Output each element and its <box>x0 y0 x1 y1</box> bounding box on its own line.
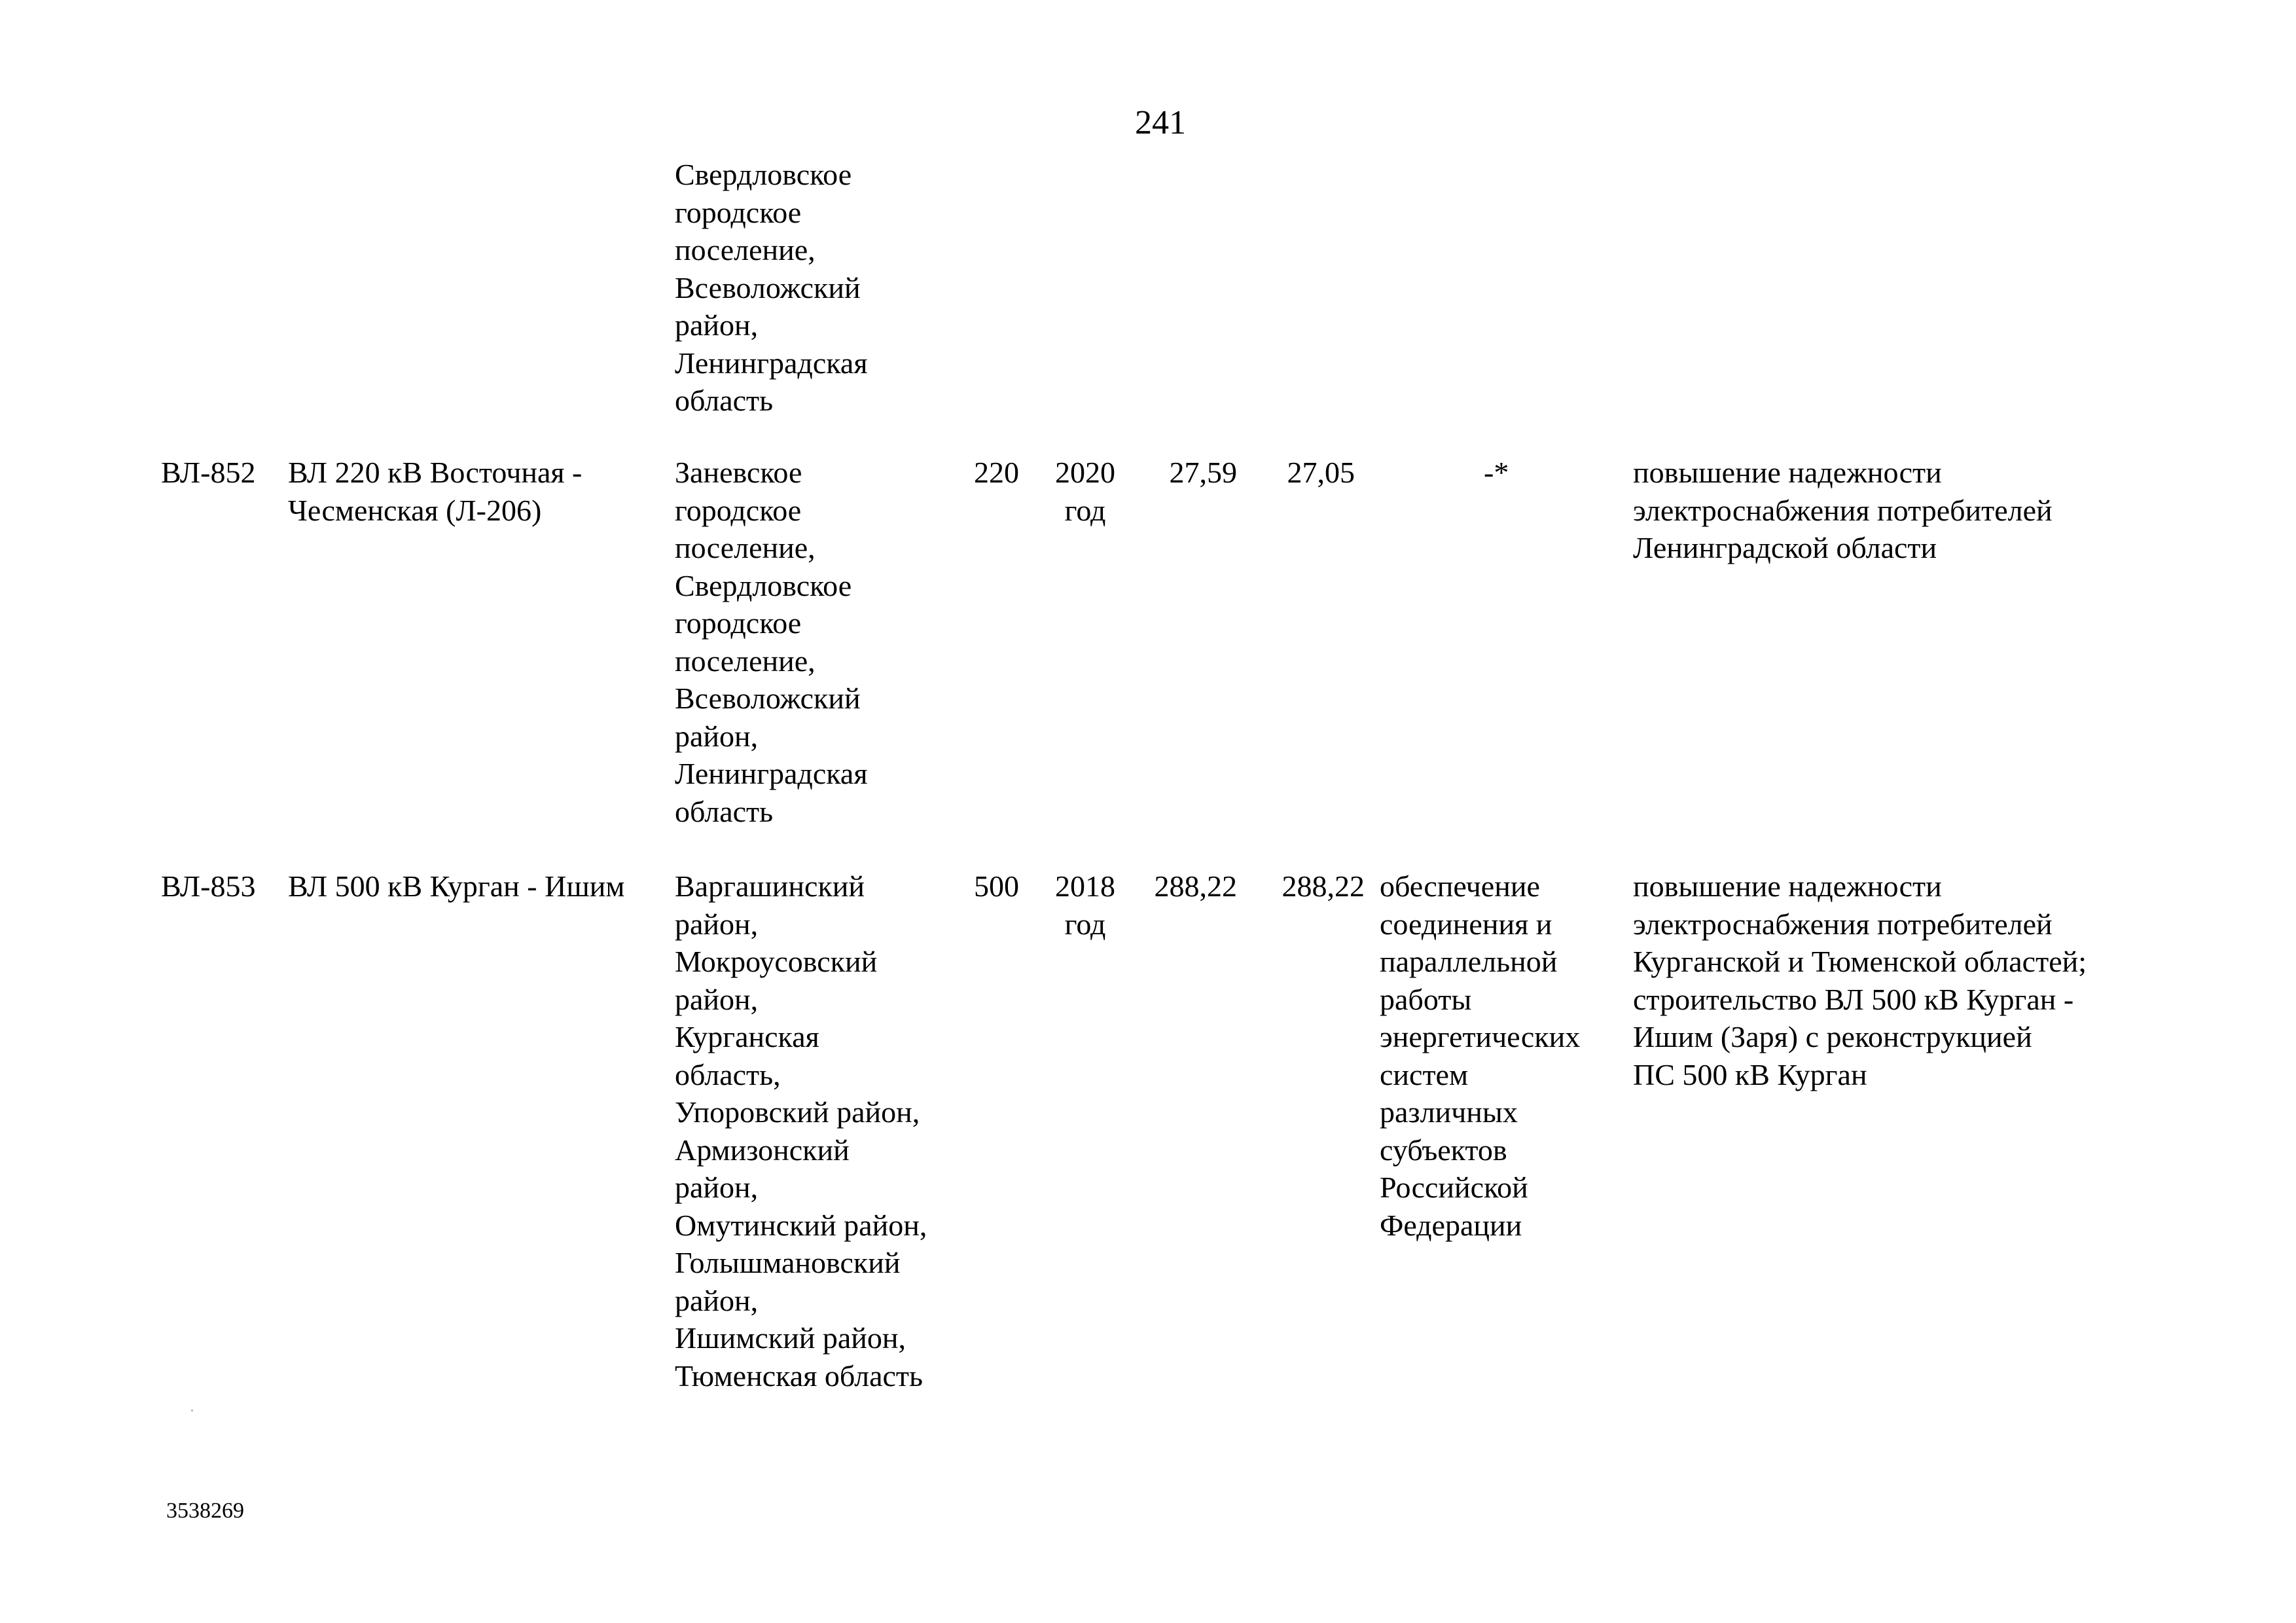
length-1-cell: 27,59 <box>1169 456 1237 489</box>
location-cell: Варгашинский район, Мокроусовский район, Курганская область, Упоровский район, Армизонский район, Омутинский район, Голышмановский район, Ишимский район, Тюменская область <box>675 869 927 1393</box>
purpose-cell: повышение надежности электроснабжения потребителей Курганской и Тюменской областей; строительство ВЛ 500 кВ Курган - Ишим (Заря) с реконструкцией ПС 500 кВ Курган <box>1633 869 2087 1091</box>
voltage-cell: 220 <box>974 456 1019 489</box>
line-code-cell: ВЛ-853 <box>161 869 256 903</box>
note-cell: -* <box>1484 456 1509 489</box>
scan-speck <box>191 1410 193 1412</box>
length-1-cell: 288,22 <box>1154 869 1237 903</box>
length-2-cell: 288,22 <box>1282 869 1365 903</box>
location-cell: Заневское городское поселение, Свердловское городское поселение, Всеволожский район, Ленинградская область <box>675 456 868 828</box>
line-name-cell: ВЛ 500 кВ Курган - Ишим <box>288 869 625 903</box>
note-cell: обеспечение соединения и параллельной работы энергетических систем различных субъектов Российской Федерации <box>1380 869 1581 1242</box>
line-code-cell: ВЛ-852 <box>161 456 256 489</box>
page-number: 241 <box>1135 104 1186 141</box>
length-2-cell: 27,05 <box>1287 456 1355 489</box>
voltage-cell: 500 <box>974 869 1019 903</box>
line-name-cell: ВЛ 220 кВ Восточная - Чесменская (Л-206) <box>288 456 583 527</box>
continued-location-cell: Свердловское городское поселение, Всеволожский район, Ленинградская область <box>675 158 868 417</box>
year-cell: 2018 год <box>1055 869 1115 941</box>
purpose-cell: повышение надежности электроснабжения потребителей Ленинградской области <box>1633 456 2053 564</box>
year-cell: 2020 год <box>1055 456 1115 527</box>
document-code: 3538269 <box>166 1499 244 1523</box>
